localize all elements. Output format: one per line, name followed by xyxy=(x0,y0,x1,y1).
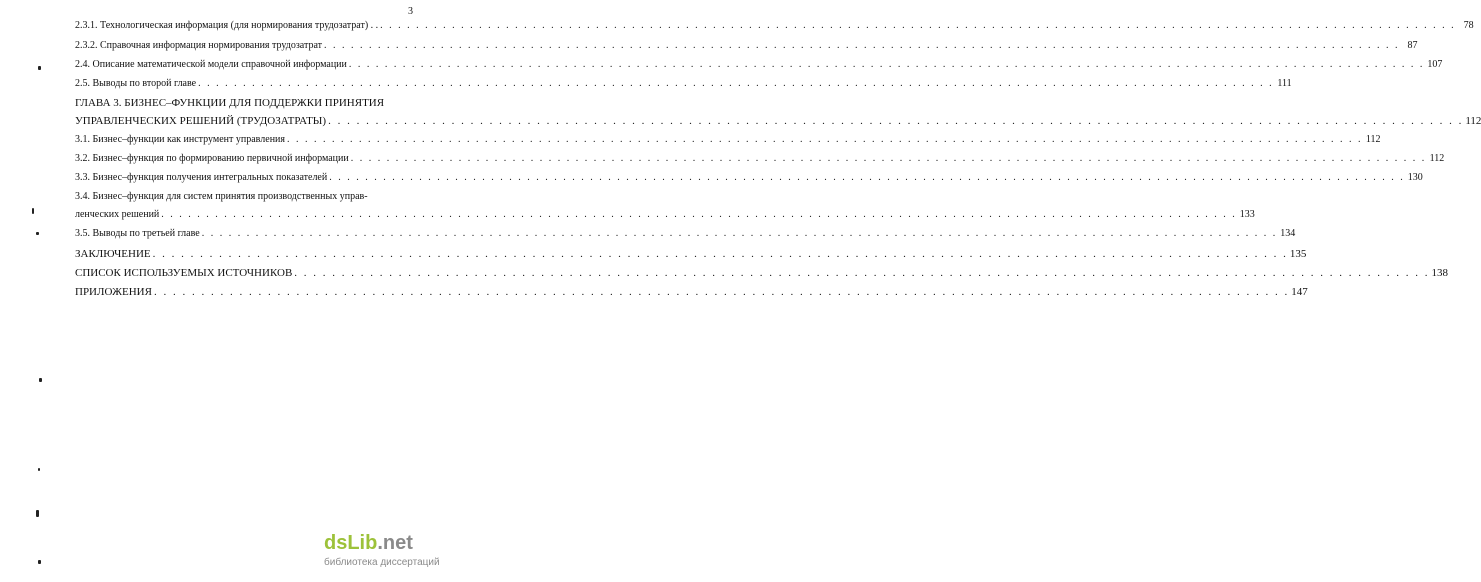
page-number: 3 xyxy=(408,6,413,17)
toc-page-ref: 134 xyxy=(1280,228,1296,239)
toc-page-ref: 78 xyxy=(1463,20,1474,31)
toc-leader: . . . . . . . . . . . . . . . . . . . . . . . . . . . . . . . . . . . . . . . . . . . . . . . . . . . . . . . . . . . . . . . . . . . . . . . . . . . . . . . . . . . . . . . . . . . . . . . . . . . . . . . . . . . . . . . . . . . . . . . . xyxy=(198,78,1274,89)
toc-entry-3-5 xyxy=(75,228,1296,240)
toc-entry-2-4 xyxy=(75,59,1443,71)
toc-leader: . . . . . . . . . . . . . . . . . . . . . . . . . . . . . . . . . . . . . . . . . . . . . . . . . . . . . . . . . . . . . . . . . . . . . . . . . . . . . . . . . . . . . . . . . . . . . . . . . . . . . . . . . . . . . . . . . . . . . . . . xyxy=(348,59,1425,70)
toc-entry-3-4-line1: 3.4. Бизнес–функция для систем принятия производственных управ- xyxy=(75,191,368,202)
toc-entry-label: СПИСОК ИСПОЛЬЗУЕМЫХ ИСТОЧНИКОВ xyxy=(75,267,293,279)
toc-page-ref: 107 xyxy=(1427,59,1443,70)
toc-leader: . . . . . . . . . . . . . . . . . . . . . . . . . . . . . . . . . . . . . . . . . . . . . . . . . . . . . . . . . . . . . . . . . . . . . . . . . . . . . . . . . . . . . . . . . . . . . . . . . . . . . . . . . . . . . . . . . . . . . . . . xyxy=(161,209,1237,220)
chapter-3-heading: ГЛАВА 3. БИЗНЕС–ФУНКЦИИ ДЛЯ ПОДДЕРЖКИ ПРИНЯТИЯ xyxy=(75,97,385,109)
toc-entry-3-1 xyxy=(75,134,1381,146)
toc-entry-3-3 xyxy=(75,172,1423,184)
scan-speck xyxy=(36,510,39,517)
toc-entry-label: 3.1. Бизнес–функции как инструмент управления xyxy=(75,134,285,145)
toc-page-ref: 111 xyxy=(1277,78,1292,89)
toc-entry-label: УПРАВЛЕНЧЕСКИХ РЕШЕНИЙ (ТРУДОЗАТРАТЫ) xyxy=(75,115,327,127)
toc-entry-3-4 xyxy=(75,209,1255,221)
toc-page-ref: 112 xyxy=(1365,134,1381,145)
toc-entry-label: ленческих решений xyxy=(75,209,160,220)
toc-entry-label: ПРИЛОЖЕНИЯ xyxy=(75,286,152,298)
watermark-logo-part: dsLib xyxy=(324,532,378,554)
toc-entry-label: 3.5. Выводы по третьей главе xyxy=(75,228,200,239)
watermark-logo xyxy=(324,532,444,555)
toc-entry-label: ЗАКЛЮЧЕНИЕ xyxy=(75,248,151,260)
toc-page-ref: 138 xyxy=(1431,267,1449,279)
toc-page-ref: 135 xyxy=(1289,248,1307,260)
scan-speck xyxy=(38,560,41,564)
toc-page-ref: 87 xyxy=(1407,40,1418,51)
toc-entry-label: 2.3.1. Технологическая информация (для нормирования трудозатрат) . . xyxy=(75,20,379,31)
toc-entry-2-3-2 xyxy=(75,40,1418,52)
toc-entry-2-3-1 xyxy=(75,20,1474,32)
toc-leader: . . . . . . . . . . . . . . . . . . . . . . . . . . . . . . . . . . . . . . . . . . . . . . . . . . . . . . . . . . . . . . . . . . . . . . . . . . . . . . . . . . . . . . . . . . . . . . . . . . . . . . . . . . . . . . . . . . . . . . . . xyxy=(294,267,1430,279)
toc-leader: . . . . . . . . . . . . . . . . . . . . . . . . . . . . . . . . . . . . . . . . . . . . . . . . . . . . . . . . . . . . . . . . . . . . . . . . . . . . . . . . . . . . . . . . . . . . . . . . . . . . . . . . . . . . . . . . . . . . . . . . xyxy=(328,115,1464,127)
toc-leader: . . . . . . . . . . . . . . . . . . . . . . . . . . . . . . . . . . . . . . . . . . . . . . . . . . . . . . . . . . . . . . . . . . . . . . . . . . . . . . . . . . . . . . . . . . . . . . . . . . . . . . . . . . . . . . . . . . . . . . . . xyxy=(287,134,1363,145)
scan-speck xyxy=(32,208,34,214)
toc-entry-references xyxy=(75,267,1449,279)
toc-entry-appendices xyxy=(75,286,1308,298)
toc-entry-chapter-3 xyxy=(75,115,1481,127)
toc-entry-label: 3.2. Бизнес–функция по формированию первичной информации xyxy=(75,153,349,164)
toc-entry-label: 2.5. Выводы по второй главе xyxy=(75,78,197,89)
toc-leader: . . . . . . . . . . . . . . . . . . . . . . . . . . . . . . . . . . . . . . . . . . . . . . . . . . . . . . . . . . . . . . . . . . . . . . . . . . . . . . . . . . . . . . . . . . . . . . . . . . . . . . . . . . . . . . . . . . . . . . . . xyxy=(380,20,1456,31)
scan-speck xyxy=(38,468,40,471)
toc-entry-conclusion xyxy=(75,248,1307,260)
toc-page-ref: 112 xyxy=(1429,153,1445,164)
toc-leader: . . . . . . . . . . . . . . . . . . . . . . . . . . . . . . . . . . . . . . . . . . . . . . . . . . . . . . . . . . . . . . . . . . . . . . . . . . . . . . . . . . . . . . . . . . . . . . . . . . . . . . . . . . . . . . . . . . . . . . . . xyxy=(350,153,1427,164)
toc-entry-3-2 xyxy=(75,153,1445,165)
toc-entry-label: 2.4. Описание математической модели справочной информации xyxy=(75,59,347,70)
scan-speck xyxy=(39,378,42,382)
toc-leader: . . . . . . . . . . . . . . . . . . . . . . . . . . . . . . . . . . . . . . . . . . . . . . . . . . . . . . . . . . . . . . . . . . . . . . . . . . . . . . . . . . . . . . . . . . . . . . . . . . . . . . . . . . . . . . . . . . . . . . . . xyxy=(201,228,1278,239)
toc-leader: . . . . . . . . . . . . . . . . . . . . . . . . . . . . . . . . . . . . . . . . . . . . . . . . . . . . . . . . . . . . . . . . . . . . . . . . . . . . . . . . . . . . . . . . . . . . . . . . . . . . . . . . . . . . . . . . . . . . . . . . xyxy=(324,40,1400,51)
toc-entry-label: 3.3. Бизнес–функция получения интегральных показателей xyxy=(75,172,328,183)
toc-entry-2-5 xyxy=(75,78,1292,90)
watermark-tagline: библиотека диссертаций xyxy=(324,557,440,568)
toc-page-ref: 130 xyxy=(1407,172,1423,183)
watermark xyxy=(324,532,444,568)
toc-leader: . . . . . . . . . . . . . . . . . . . . . . . . . . . . . . . . . . . . . . . . . . . . . . . . . . . . . . . . . . . . . . . . . . . . . . . . . . . . . . . . . . . . . . . . . . . . . . . . . . . . . . . . . . . . . . . . . . . . . . . . xyxy=(329,172,1405,183)
toc-page-ref: 112 xyxy=(1465,115,1481,127)
watermark-logo-part: .net xyxy=(377,532,413,554)
scan-speck xyxy=(38,66,41,70)
toc-leader: . . . . . . . . . . . . . . . . . . . . . . . . . . . . . . . . . . . . . . . . . . . . . . . . . . . . . . . . . . . . . . . . . . . . . . . . . . . . . . . . . . . . . . . . . . . . . . . . . . . . . . . . . . . . . . . . . . . . . . . . xyxy=(152,248,1288,260)
toc-leader: . . . . . . . . . . . . . . . . . . . . . . . . . . . . . . . . . . . . . . . . . . . . . . . . . . . . . . . . . . . . . . . . . . . . . . . . . . . . . . . . . . . . . . . . . . . . . . . . . . . . . . . . . . . . . . . . . . . . . . . . xyxy=(153,286,1290,298)
toc-page-ref: 147 xyxy=(1291,286,1308,298)
scan-speck xyxy=(36,232,39,235)
toc-entry-label: 2.3.2. Справочная информация нормирования трудозатрат xyxy=(75,40,323,51)
toc-page-ref: 133 xyxy=(1239,209,1255,220)
